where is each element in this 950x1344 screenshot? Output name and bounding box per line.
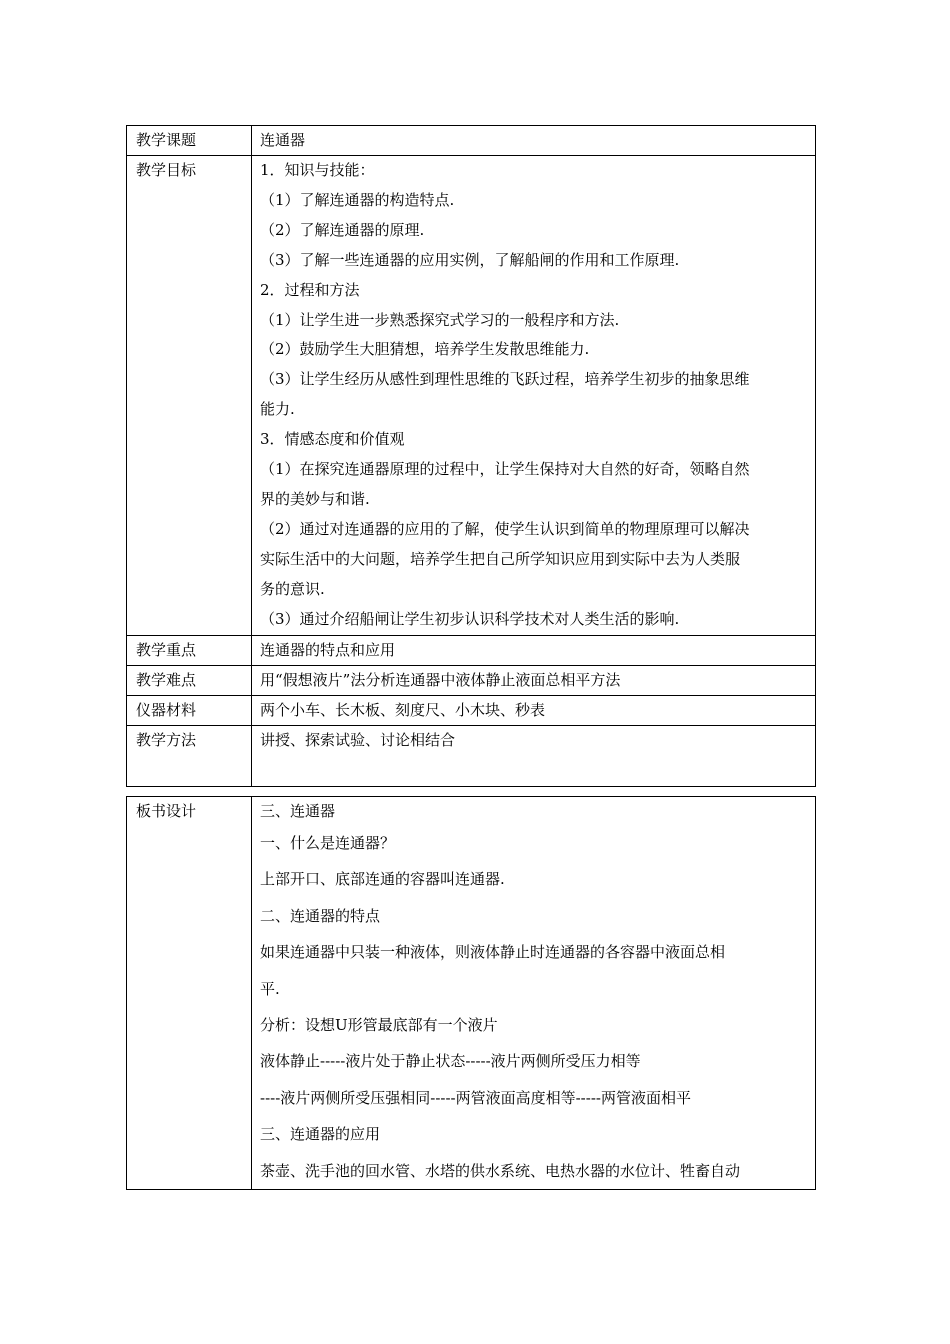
objective-line: 3．情感态度和价值观	[260, 430, 405, 449]
topic-row	[127, 126, 816, 156]
board-line: 如果连通器中只装一种液体，则液体静止时连通器的各容器中液面总相	[260, 943, 726, 962]
methods-label: 教学方法	[127, 725, 252, 786]
board-line: 三、连通器	[260, 802, 336, 820]
objective-line: （2）了解连通器的原理.	[260, 220, 425, 239]
objective-line: （2）鼓励学生大胆猜想，培养学生发散思维能力.	[260, 340, 590, 359]
board-line: 茶壶、洗手池的回水管、水塔的供水系统、电热水器的水位计、牲畜自动	[260, 1161, 741, 1180]
materials-row	[127, 695, 816, 725]
methods-value: 讲授、探索试验、讨论相结合	[252, 725, 816, 786]
board-line: 分析：设想U形管最底部有一个液片	[260, 1016, 498, 1035]
objective-line: 能力.	[260, 400, 295, 419]
board-line: 平.	[260, 979, 280, 998]
objective-line: （1）让学生进一步熟悉探究式学习的一般程序和方法.	[260, 310, 620, 329]
objective-line: 2．过程和方法	[260, 280, 360, 299]
objective-line: （3）让学生经历从感性到理性思维的飞跃过程，培养学生初步的抽象思维	[260, 370, 750, 389]
board-row	[127, 797, 816, 1190]
board-line: 一、什么是连通器？	[260, 834, 396, 852]
materials-label: 仪器材料	[127, 695, 252, 725]
objective-line: （1）在探究连通器原理的过程中，让学生保持对大自然的好奇，领略自然	[260, 460, 750, 479]
objectives-label: 教学目标	[127, 156, 252, 636]
difficulties-label: 教学难点	[127, 665, 252, 695]
key-points-row	[127, 635, 816, 665]
board-line: 上部开口、底部连通的容器叫连通器.	[260, 870, 505, 889]
objective-line: （3）通过介绍船闸让学生初步认识科学技术对人类生活的影响.	[260, 609, 680, 628]
methods-row	[127, 725, 816, 786]
difficulties-row	[127, 665, 816, 695]
objective-line: 界的美妙与和谐.	[260, 489, 370, 508]
objective-line: （1）了解连通器的构造特点.	[260, 190, 455, 209]
difficulties-value: 用“假想液片”法分析连通器中液体静止液面总相平方法	[252, 665, 816, 695]
lesson-plan-table	[126, 125, 816, 787]
board-line: ----液片两侧所受压强相同-----两管液面高度相等-----两管液面相平	[260, 1088, 691, 1107]
key-points-value: 连通器的特点和应用	[252, 635, 816, 665]
board-design-table	[126, 796, 816, 1190]
objectives-row	[127, 156, 816, 636]
topic-value: 连通器	[252, 126, 816, 156]
objective-line: （3）了解一些连通器的应用实例，了解船闸的作用和工作原理.	[260, 250, 680, 269]
key-points-label: 教学重点	[127, 635, 252, 665]
objectives-content	[252, 156, 816, 636]
board-content	[252, 797, 816, 1190]
board-line: 二、连通器的特点	[260, 906, 381, 925]
topic-label: 教学课题	[127, 126, 252, 156]
board-line: 液体静止-----液片处于静止状态-----液片两侧所受压力相等	[260, 1052, 641, 1071]
objective-line: 1．知识与技能：	[260, 161, 375, 179]
objective-line: 实际生活中的大问题，培养学生把自己所学知识应用到实际中去为人类服	[260, 549, 741, 568]
materials-value: 两个小车、长木板、刻度尺、小木块、秒表	[252, 695, 816, 725]
objective-line: （2）通过对连通器的应用的了解，使学生认识到简单的物理原理可以解决	[260, 519, 750, 538]
board-line: 三、连通器的应用	[260, 1125, 381, 1144]
board-label: 板书设计	[127, 797, 252, 1190]
objective-line: 务的意识.	[260, 579, 325, 598]
